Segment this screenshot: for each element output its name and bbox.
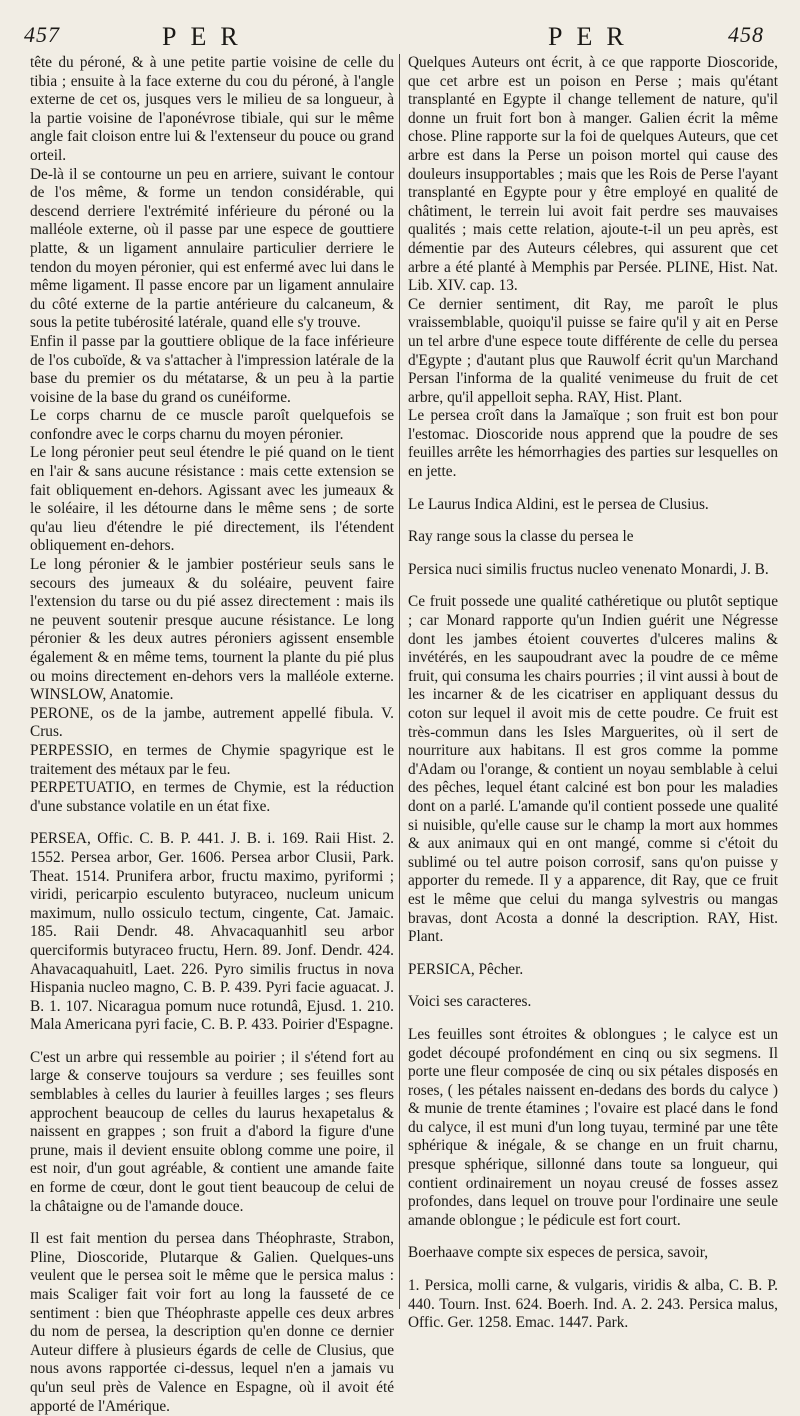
paragraph: Quelques Auteurs ont écrit, à ce que rapporte Dioscoride, que cet arbre est un poison en Perse ; mais qu'étant transplanté en Egypte il change tellement de nature, qu'il donne un fruit fort bon à manger. Galien écrit la même chose. Pline rapporte sur la foi de quelques Auteurs, que cet arbre est dans la Perse un poison mortel qui cause des douleurs insupportables ; mais que les Rois de Perse l'ayant transplanté en Egypte pour y être employé en qualité de châtiment, le terrein lui avoit fait perdre ses mauvaises qualités ; mais cette relation, ajoute-t-il un peu après, est démentie par des Auteurs célebres, qui assurent que cet arbre a été planté à Memphis par Persée. PLINE, Hist. Nat. Lib. XIV. cap. 13. [408,54,778,295]
left-page-number: 457 [24,22,60,47]
paragraph: Ray range sous la classe du persea le [408,528,634,546]
entry-persica: PERSICA, Pêcher. [408,960,524,978]
right-column [408,54,778,1333]
left-running-head: PER [162,22,252,51]
entry-perpetuatio: PERPETUATIO, en termes de Chymie, est la réduction d'une substance volatile en un état fixe. [30,779,394,815]
paragraph: 1. Persica, molli carne, & vulgaris, viridis & alba, C. B. P. 440. Tourn. Inst. 624. Boerh. Ind. A. 2. 243. Persica malus, Offic. Ger. 1258. Emac. 1447. Park. [408,1277,778,1332]
right-running-head: PER [548,22,638,51]
paragraph: tête du péroné, & à une petite partie voisine de celle du tibia ; ensuite à la face externe du cou du péroné, à l'angle externe de cet os, jusques vers le milieu de sa longueur, à la partie voisine de l'aponévrose tibiale, qui sur le même angle fait cloison entre lui & l'extenseur du pouce ou grand orteil. [30,54,394,164]
paragraph: Boerhaave compte six especes de persica, savoir, [408,1244,709,1262]
paragraph: Ce dernier sentiment, dit Ray, me paroît le plus vraissemblable, quoiqu'il puisse se faire qu'il y ait en Perse un tel arbre d'une espece toute différente de celle du persea d'Egypte ; d'autant plus que Rauwolf écrit qu'un Marchand Persan l'informa de la qualité venimeuse du fruit de cet arbre, qu'il appelloit sepha. RAY, Hist. Plant. [408,295,778,406]
paragraph: Persica nuci similis fructus nucleo venenato Monardi, J. B. [408,560,769,578]
paragraph: Le long péronier peut seul étendre le pié quand on le tient en l'air & sans aucune résistance : mais cette extension se fait obliquement en-dehors. Agissant avec les jumeaux & le soléaire, il les détourne dans le même sens ; de sorte qu'au lieu d'étendre le pié directement, ils l'étendent obliquement en-dehors. [30,444,394,555]
paragraph: Le long péronier & le jambier postérieur seuls sans le secours des jumeaux & du soléaire, peuvent faire l'extension du tarse ou du pié assez directement : mais ils ne peuvent soutenir presque aucune résistance. Le long péronier & les deux autres péroniers agissent ensemble également & en même tems, tournent la plante du pié plus ou moins directement en-dehors vers la malléole externe. WINSLOW, Anatomie. [30,556,394,704]
paragraph: Voici ses caracteres. [408,993,532,1011]
column-divider [399,54,400,1309]
paragraph: C'est un arbre qui ressemble au poirier ; il s'étend fort au large & conserve toujours sa verdure ; ses feuilles sont semblables à celles du laurier à feuilles larges ; ses fleurs approchent beaucoup de celles du laurus hexapetalus & naissent en grappes ; son fruit a d'abord la figure d'une prune, mais il devient ensuite oblong comme une poire, il est noir, d'un gout agréable, & contient une amande faite en forme de cœur, dont le gout tient beaucoup de celui de la châtaigne ou de l'amande douce. [30,1048,394,1215]
paragraph: Le Laurus Indica Aldini, est le persea de Clusius. [408,495,709,513]
entry-perpessio: PERPESSIO, en termes de Chymie spagyrique est le traitement des métaux par le feu. [30,741,394,778]
entry-persea: PERSEA, Offic. C. B. P. 441. J. B. i. 169. Raii Hist. 2. 1552. Persea arbor, Ger. 1606. Persea arbor Clusii, Park. Theat. 1514. Prunifera arbor, fructu maximo, pyriformi ; viridi, pericarpio esculento butyraceo, nucleum unicum maximum, nullo ossiculo tectum, cingente, Cat. Jamaic. 185. Raii Dendr. 48. Ahvacaquanhitl seu arbor querciformis butyraceo fructu, Hern. 89. Jonf. Dendr. 424. Ahavacaquahuitl, Laet. 226. Pyro similis fructus in nova Hispania nucleo magno, C. B. P. 439. Pyri facie aguacat. J. B. 1. 107. Nicaragua pomum nuce rotundâ, Ejusd. 1. 210. Mala Americana pyri facie, C. B. P. 433. Poirier d'Espagne. [30,830,394,1034]
paragraph: De-là il se contourne un peu en arriere, suivant le contour de l'os même, & forme un tendon considérable, qui descend derriere l'extrémité inférieure du péroné ou la malléole externe, où il passe par une espece de gouttiere platte, & un ligament annulaire particulier derriere le tendon du moyen péronier, qui est enfermé avec lui dans le même ligament. Il passe encore par un ligament annulaire du côté externe de la partie antérieure du calcaneum, & sous la petite tubérosité latérale, quand elle s'y trouve. [30,165,394,332]
paragraph: Le persea croît dans la Jamaïque ; son fruit est bon pour l'estomac. Dioscoride nous apprend que la poudre de ses feuilles arrête les hémorrhagies des parties sur lesquelles on en jette. [408,407,778,481]
paragraph: Les feuilles sont étroites & oblongues ; le calyce est un godet découpé profondément en cinq ou six segmens. Il porte une fleur composée de cinq ou six pétales disposés en roses, ( les pétales naissent en-dedans des bords du calyce ) & munie de trente étamines ; l'ovaire est placé dans le fond du calyce, il est muni d'un long tuyau, terminé par une tête sphérique & inégale, & se change en un fruit charnu, presque sphérique, sillonné dans toute sa longueur, qui contient ordinairement un noyau creusé de fosses assez profondes, dans lequel on trouve pour l'ordinaire une seule amande oblongue ; le pédicule est fort court. [408,1025,778,1229]
entry-perone: PERONE, os de la jambe, autrement appellé fibula. V. Crus. [30,704,394,741]
paragraph: Il est fait mention du persea dans Théophraste, Strabon, Pline, Dioscoride, Plutarque & Galien. Quelques-uns veulent que le persea soit le même que le persica malus : mais Scaliger fait voir fort au long la fausseté de ce sentiment : bien que Théophraste appelle ces deux arbres du nom de persea, la description qu'en donne ce dernier Auteur differe à plusieurs égards de celle de Clusius, que nous avons rapportée ci-dessus, lequel n'en a jamais vu qu'un seul près de Valence en Espagne, où il avoit été apporté de l'Amérique. [30,1230,394,1415]
right-page-number: 458 [728,22,764,47]
paragraph: Le corps charnu de ce muscle paroît quelquefois se confondre avec le corps charnu du moyen péronier. [30,407,394,443]
paragraph: Ce fruit possede une qualité cathéretique ou plutôt septique ; car Monard rapporte qu'un Indien guérit une Négresse dont les jambes étoient couvertes d'ulceres malins & invétérés, en les saupoudrant avec la poudre de ce même fruit, qui consuma les chairs pourries ; il vint aussi à bout de les incarner & de les cicatriser en appliquant dessus du coton sur lequel il avoit mis de cette poudre. Ce fruit est très-commun dans les Isles Marguerites, où il sert de nourriture aux habitans. Il est gros comme la pomme d'Adam ou l'orange, & contient un noyau semblable à celui des pêches, lequel étant calciné est bon pour les maladies dont on a parlé. L'amande qu'il contient possede une qualité si nuisible, qu'elle cause sur le champ la mort aux hommes & aux animaux qui en ont mangé, comme si c'étoit du sublimé ou tel autre poison corrosif, sans qu'on puisse y apporter du remede. Il y a apparence, dit Ray, que ce fruit est le même que celui du manga sylvestris ou mangas bravas, dont Acosta a donné la description. RAY, Hist. Plant. [408,593,778,946]
left-column [30,54,394,1416]
paragraph: Enfin il passe par la gouttiere oblique de la face inférieure de l'os cuboïde, & va s'attacher à l'impression latérale de la base du premier os du métatarse, & un peu à la partie voisine de la base du grand os cunéiforme. [30,332,394,406]
